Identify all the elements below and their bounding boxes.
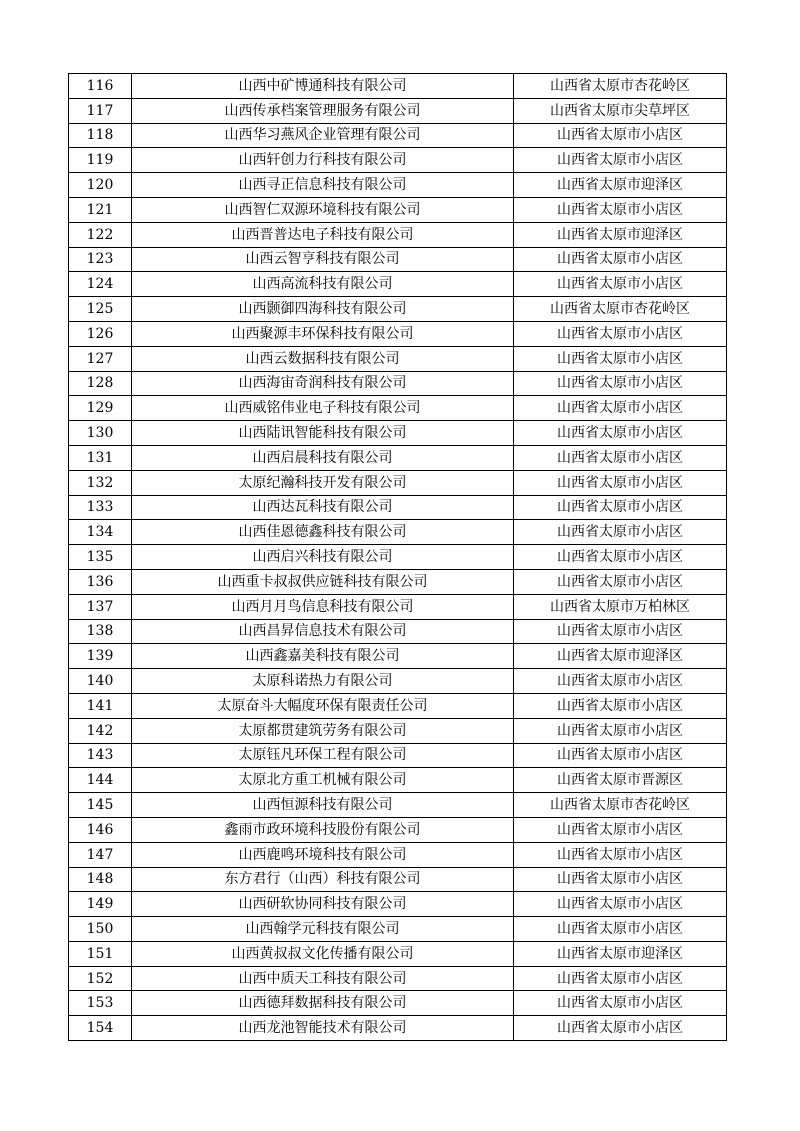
location-cell: 山西省太原市小店区 (514, 396, 727, 421)
company-name-cell: 山西晋普达电子科技有限公司 (132, 222, 514, 247)
company-name-cell: 山西佳恩德鑫科技有限公司 (132, 520, 514, 545)
company-name-cell: 太原钰凡环保工程有限公司 (132, 743, 514, 768)
company-name-cell: 山西颢御四海科技有限公司 (132, 297, 514, 322)
location-cell: 山西省太原市小店区 (514, 247, 727, 272)
table-row (69, 867, 727, 892)
location-cell: 山西省太原市迎泽区 (514, 222, 727, 247)
table-row (69, 123, 727, 148)
table-row (69, 98, 727, 123)
row-number-cell: 116 (69, 74, 132, 99)
table-row (69, 966, 727, 991)
row-number-cell: 141 (69, 693, 132, 718)
row-number-cell: 128 (69, 371, 132, 396)
location-cell: 山西省太原市迎泽区 (514, 941, 727, 966)
location-cell: 山西省太原市杏花岭区 (514, 793, 727, 818)
company-name-cell: 太原科诺热力有限公司 (132, 669, 514, 694)
table-row (69, 619, 727, 644)
company-name-cell: 太原都贯建筑劳务有限公司 (132, 718, 514, 743)
row-number-cell: 122 (69, 222, 132, 247)
company-name-cell: 山西寻正信息科技有限公司 (132, 173, 514, 198)
table-row (69, 421, 727, 446)
company-name-cell: 山西云数据科技有限公司 (132, 346, 514, 371)
row-number-cell: 129 (69, 396, 132, 421)
company-name-cell: 山西重卡叔叔供应链科技有限公司 (132, 569, 514, 594)
row-number-cell: 133 (69, 495, 132, 520)
company-name-cell: 山西德拜数据科技有限公司 (132, 991, 514, 1016)
row-number-cell: 144 (69, 768, 132, 793)
location-cell: 山西省太原市晋源区 (514, 768, 727, 793)
company-name-cell: 山西传承档案管理服务有限公司 (132, 98, 514, 123)
table-row (69, 321, 727, 346)
table-row (69, 644, 727, 669)
row-number-cell: 137 (69, 594, 132, 619)
table-row (69, 148, 727, 173)
row-number-cell: 149 (69, 892, 132, 917)
location-cell: 山西省太原市小店区 (514, 197, 727, 222)
location-cell: 山西省太原市小店区 (514, 569, 727, 594)
company-name-cell: 山西龙池智能技术有限公司 (132, 1016, 514, 1041)
row-number-cell: 154 (69, 1016, 132, 1041)
location-cell: 山西省太原市小店区 (514, 123, 727, 148)
table-row (69, 297, 727, 322)
company-name-cell: 山西恒源科技有限公司 (132, 793, 514, 818)
table-row (69, 173, 727, 198)
row-number-cell: 136 (69, 569, 132, 594)
row-number-cell: 121 (69, 197, 132, 222)
company-name-cell: 山西启兴科技有限公司 (132, 545, 514, 570)
row-number-cell: 138 (69, 619, 132, 644)
company-name-cell: 山西云智亨科技有限公司 (132, 247, 514, 272)
location-cell: 山西省太原市小店区 (514, 495, 727, 520)
location-cell: 山西省太原市迎泽区 (514, 644, 727, 669)
row-number-cell: 153 (69, 991, 132, 1016)
company-name-cell: 山西聚源丰环保科技有限公司 (132, 321, 514, 346)
row-number-cell: 132 (69, 470, 132, 495)
table-row (69, 817, 727, 842)
table-body (69, 74, 727, 1041)
company-name-cell: 山西鹿鸣环境科技有限公司 (132, 842, 514, 867)
row-number-cell: 119 (69, 148, 132, 173)
row-number-cell: 143 (69, 743, 132, 768)
location-cell: 山西省太原市小店区 (514, 966, 727, 991)
company-name-cell: 山西研软协同科技有限公司 (132, 892, 514, 917)
location-cell: 山西省太原市小店区 (514, 867, 727, 892)
table-row (69, 594, 727, 619)
table-row (69, 569, 727, 594)
table-row (69, 917, 727, 942)
row-number-cell: 131 (69, 445, 132, 470)
table-row (69, 371, 727, 396)
company-name-cell: 山西鑫嘉美科技有限公司 (132, 644, 514, 669)
table-row (69, 247, 727, 272)
table-row (69, 793, 727, 818)
location-cell: 山西省太原市小店区 (514, 346, 727, 371)
company-name-cell: 山西中矿博通科技有限公司 (132, 74, 514, 99)
company-name-cell: 山西黄叔叔文化传播有限公司 (132, 941, 514, 966)
location-cell: 山西省太原市小店区 (514, 669, 727, 694)
location-cell: 山西省太原市小店区 (514, 743, 727, 768)
table-row (69, 520, 727, 545)
location-cell: 山西省太原市小店区 (514, 892, 727, 917)
table-row (69, 197, 727, 222)
row-number-cell: 120 (69, 173, 132, 198)
table-row (69, 718, 727, 743)
location-cell: 山西省太原市小店区 (514, 917, 727, 942)
company-name-cell: 山西轩创力行科技有限公司 (132, 148, 514, 173)
location-cell: 山西省太原市小店区 (514, 321, 727, 346)
row-number-cell: 148 (69, 867, 132, 892)
table-row (69, 1016, 727, 1041)
table-row (69, 74, 727, 99)
row-number-cell: 147 (69, 842, 132, 867)
location-cell: 山西省太原市杏花岭区 (514, 74, 727, 99)
row-number-cell: 126 (69, 321, 132, 346)
row-number-cell: 140 (69, 669, 132, 694)
row-number-cell: 142 (69, 718, 132, 743)
location-cell: 山西省太原市万柏林区 (514, 594, 727, 619)
row-number-cell: 134 (69, 520, 132, 545)
row-number-cell: 152 (69, 966, 132, 991)
company-name-cell: 山西启晨科技有限公司 (132, 445, 514, 470)
row-number-cell: 124 (69, 272, 132, 297)
company-name-cell: 东方君行（山西）科技有限公司 (132, 867, 514, 892)
table-row (69, 445, 727, 470)
location-cell: 山西省太原市小店区 (514, 421, 727, 446)
table-row (69, 669, 727, 694)
location-cell: 山西省太原市小店区 (514, 619, 727, 644)
company-name-cell: 山西高流科技有限公司 (132, 272, 514, 297)
company-name-cell: 山西达瓦科技有限公司 (132, 495, 514, 520)
table-row (69, 222, 727, 247)
company-name-cell: 山西智仁双源环境科技有限公司 (132, 197, 514, 222)
row-number-cell: 117 (69, 98, 132, 123)
row-number-cell: 151 (69, 941, 132, 966)
table-row (69, 396, 727, 421)
location-cell: 山西省太原市小店区 (514, 445, 727, 470)
location-cell: 山西省太原市小店区 (514, 520, 727, 545)
company-name-cell: 山西威铭伟业电子科技有限公司 (132, 396, 514, 421)
table-row (69, 346, 727, 371)
location-cell: 山西省太原市小店区 (514, 991, 727, 1016)
company-name-cell: 太原北方重工机械有限公司 (132, 768, 514, 793)
location-cell: 山西省太原市小店区 (514, 371, 727, 396)
row-number-cell: 125 (69, 297, 132, 322)
location-cell: 山西省太原市小店区 (514, 470, 727, 495)
table-row (69, 941, 727, 966)
table-row (69, 842, 727, 867)
company-name-cell: 山西翰学元科技有限公司 (132, 917, 514, 942)
location-cell: 山西省太原市小店区 (514, 817, 727, 842)
location-cell: 山西省太原市小店区 (514, 272, 727, 297)
location-cell: 山西省太原市小店区 (514, 842, 727, 867)
row-number-cell: 127 (69, 346, 132, 371)
row-number-cell: 146 (69, 817, 132, 842)
location-cell: 山西省太原市小店区 (514, 693, 727, 718)
row-number-cell: 135 (69, 545, 132, 570)
table-row (69, 991, 727, 1016)
company-name-cell: 太原奋斗大幅度环保有限责任公司 (132, 693, 514, 718)
location-cell: 山西省太原市小店区 (514, 1016, 727, 1041)
location-cell: 山西省太原市杏花岭区 (514, 297, 727, 322)
company-name-cell: 太原纪瀚科技开发有限公司 (132, 470, 514, 495)
location-cell: 山西省太原市尖草坪区 (514, 98, 727, 123)
table-row (69, 743, 727, 768)
table-row (69, 470, 727, 495)
table-row (69, 693, 727, 718)
company-name-cell: 山西月月鸟信息科技有限公司 (132, 594, 514, 619)
company-name-cell: 山西华习燕风企业管理有限公司 (132, 123, 514, 148)
company-name-cell: 山西中质天工科技有限公司 (132, 966, 514, 991)
row-number-cell: 130 (69, 421, 132, 446)
location-cell: 山西省太原市小店区 (514, 148, 727, 173)
table-row (69, 892, 727, 917)
table-row (69, 272, 727, 297)
row-number-cell: 123 (69, 247, 132, 272)
company-name-cell: 山西陆讯智能科技有限公司 (132, 421, 514, 446)
location-cell: 山西省太原市迎泽区 (514, 173, 727, 198)
location-cell: 山西省太原市小店区 (514, 545, 727, 570)
row-number-cell: 118 (69, 123, 132, 148)
row-number-cell: 139 (69, 644, 132, 669)
company-name-cell: 鑫雨市政环境科技股份有限公司 (132, 817, 514, 842)
table-row (69, 495, 727, 520)
company-name-cell: 山西昌昇信息技术有限公司 (132, 619, 514, 644)
company-name-cell: 山西海宙奇润科技有限公司 (132, 371, 514, 396)
row-number-cell: 150 (69, 917, 132, 942)
table-row (69, 545, 727, 570)
table-row (69, 768, 727, 793)
location-cell: 山西省太原市小店区 (514, 718, 727, 743)
company-list-table (68, 73, 727, 1041)
row-number-cell: 145 (69, 793, 132, 818)
